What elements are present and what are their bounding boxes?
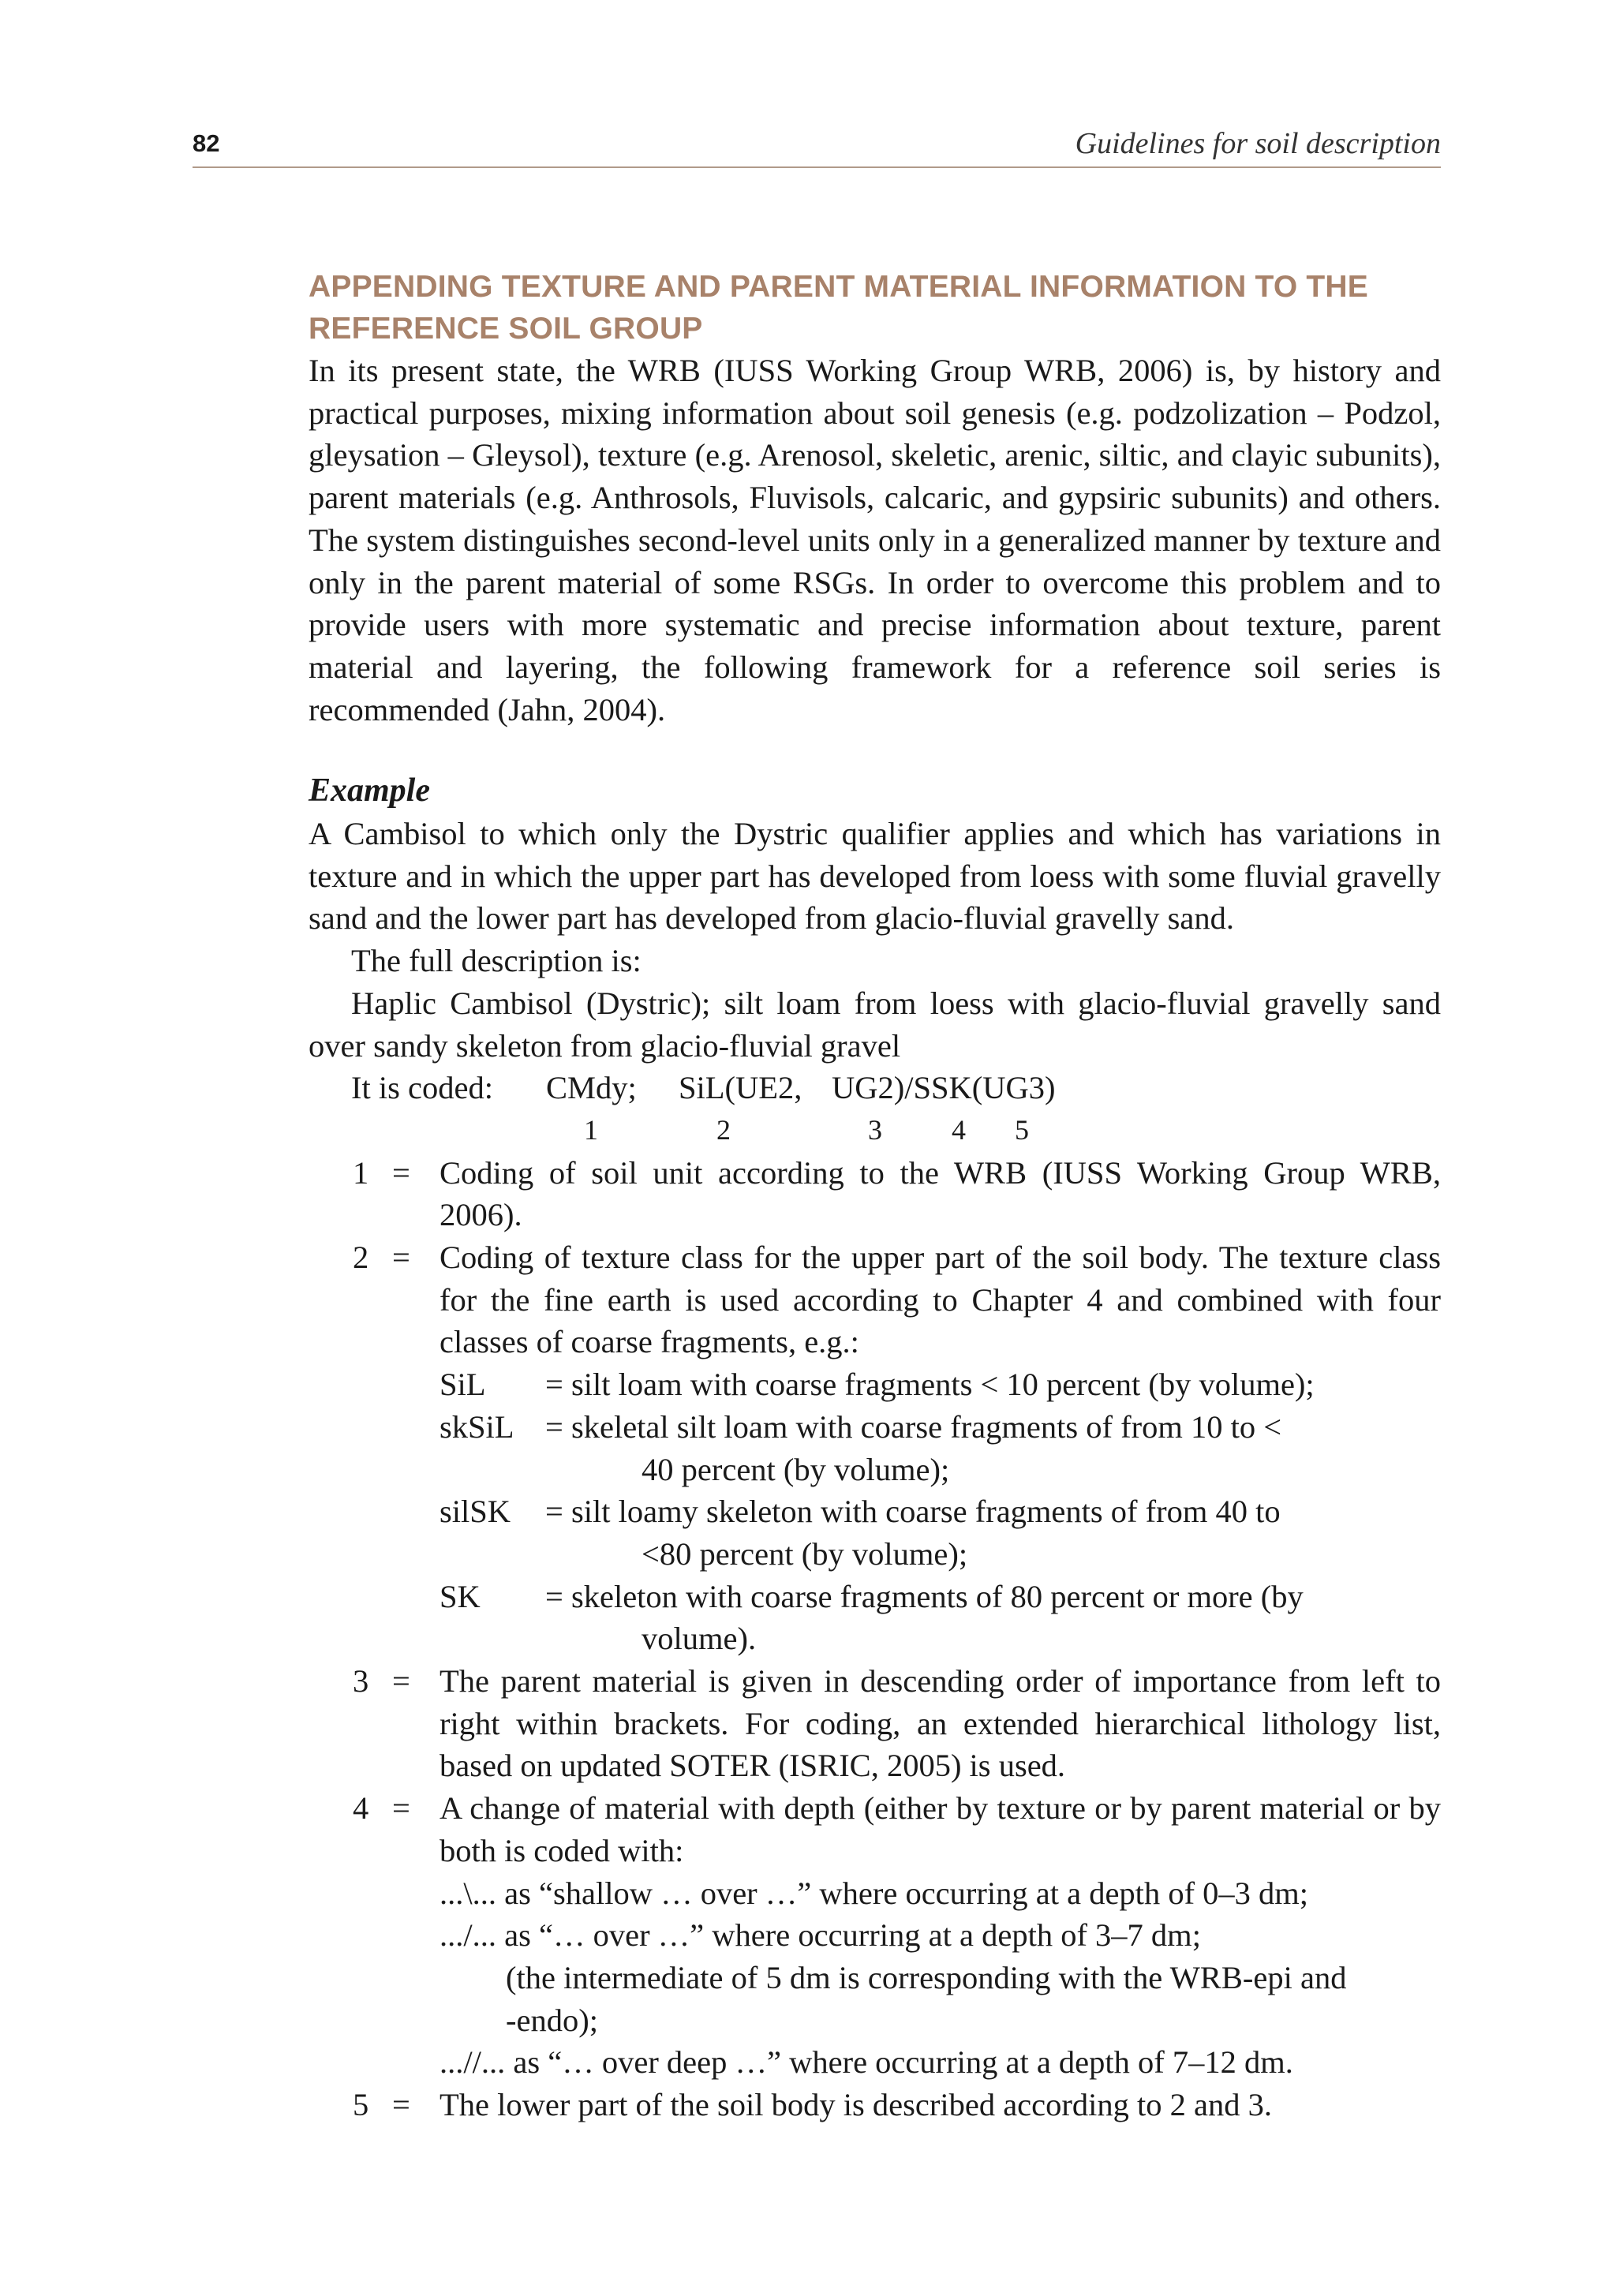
definition-equals: = — [392, 2087, 410, 2123]
definition-item — [309, 1660, 1441, 1787]
texture-class-definition — [545, 1490, 1441, 1575]
texture-class-row — [440, 1363, 1441, 1406]
page-number: 82 — [193, 129, 220, 157]
header-rule — [193, 166, 1441, 168]
code-part-3: UG2)/SSK(UG3) — [832, 1070, 1056, 1106]
definition-item — [309, 1236, 1441, 1660]
texture-class-abbr: SK — [440, 1578, 481, 1614]
texture-class-row — [440, 1406, 1441, 1490]
coded-line — [309, 1067, 1441, 1109]
definition-equals: = — [392, 1240, 410, 1276]
texture-class-line2: 40 percent (by volume); — [642, 1451, 950, 1487]
definition-text: Coding of texture class for the upper part of the soil body. The texture class for the fine earth is used according to Chapter 4 and combined with four classes of coarse fragments, e.g.: — [440, 1240, 1441, 1360]
definition-text: The lower part of the soil body is described according to 2 and 3. — [440, 2087, 1272, 2123]
texture-class-abbr: SiL — [440, 1367, 486, 1403]
depth-code-line1: ...//... as “… over deep …” where occurring at a depth of 7–12 dm. — [440, 2044, 1293, 2081]
section-heading-line2: REFERENCE SOIL GROUP — [309, 312, 703, 346]
example-intro: A Cambisol to which only the Dystric qualifier applies and which has variations in texture and in which the upper part has developed from loess with some fluvial gravelly sand and the lower part has developed from glacio-fluvial gravelly sand. — [309, 816, 1441, 937]
texture-class-line2: volume). — [642, 1621, 757, 1657]
texture-class-row — [440, 1576, 1441, 1660]
section-paragraph: In its present state, the WRB (IUSS Working Group WRB, 2006) is, by history and practical purposes, mixing information about soil genesis (e.g. podzolization – Podzol, gleysation – Gleysol), texture (e.g. Arenosol, skeletic, arenic, siltic, and clayic subunits), parent materials (e.g. Anthrosols, Fluvisols, calcaric, and gypsiric subunits) and others. The system distinguishes second-level units only in a generalized manner by texture and only in the parent material of some RSGs. In order to overcome this problem and to provide users with more systematic and precise information about texture, parent material and layering, the following framework for a reference soil series is recommended (Jahn, 2004). — [309, 353, 1441, 727]
code-number-3: 3 — [868, 1113, 882, 1146]
definition-text: The parent material is given in descending order of importance from left to right within brackets. For coding, an extended hierarchical lithology list, based on updated SOTER (ISRIC, 2005) is used. — [440, 1663, 1441, 1784]
example-heading: Example — [309, 772, 430, 810]
texture-class-definition — [545, 1576, 1441, 1660]
texture-class-row — [440, 1490, 1441, 1575]
full-description: Haplic Cambisol (Dystric); silt loam from loess with glacio-fluvial gravelly sand over sandy skeleton from glacio-fluvial gravel — [309, 985, 1441, 1064]
texture-class-definition — [545, 1406, 1441, 1490]
definition-text-block — [440, 1787, 1441, 2084]
running-title: Guidelines for soil description — [1075, 127, 1441, 160]
depth-code-line1: ...\... as “shallow … over …” where occurring at a depth of 0–3 dm; — [440, 1875, 1309, 1911]
depth-code-row — [440, 2041, 1441, 2084]
full-description-label: The full description is: — [351, 943, 642, 979]
definition-number: 5 — [353, 2087, 369, 2123]
definition-item — [309, 2084, 1441, 2126]
coded-label: It is coded: — [351, 1070, 493, 1106]
texture-class-line1: = silt loam with coarse fragments < 10 percent (by volume); — [545, 1367, 1315, 1403]
code-number-line — [309, 1109, 1441, 1152]
definition-item — [309, 1787, 1441, 2084]
texture-class-definition — [545, 1363, 1441, 1406]
code-number-2: 2 — [716, 1113, 731, 1146]
code-number-1: 1 — [584, 1113, 598, 1146]
code-number-4: 4 — [952, 1113, 966, 1146]
texture-class-line1: = skeletal silt loam with coarse fragments of from 10 to < — [545, 1408, 1282, 1445]
code-part-2: SiL(UE2, — [679, 1070, 802, 1106]
code-part-1: CMdy; — [546, 1070, 637, 1106]
texture-class-line1: = silt loamy skeleton with coarse fragments of from 40 to — [545, 1494, 1281, 1530]
definition-number: 3 — [353, 1663, 369, 1700]
definition-item — [309, 1152, 1441, 1236]
definition-text: A change of material with depth (either by texture or by parent material or by both is coded with: — [440, 1790, 1441, 1868]
depth-code-line3: -endo); — [506, 2002, 598, 2038]
depth-code-line1: .../... as “… over …” where occurring at a depth of 3–7 dm; — [440, 1917, 1201, 1954]
texture-class-line1: = skeleton with coarse fragments of 80 percent or more (by — [545, 1578, 1304, 1614]
texture-class-abbr: skSiL — [440, 1408, 514, 1445]
depth-code-line2: (the intermediate of 5 dm is corresponding with the WRB-epi and — [506, 1959, 1347, 1995]
depth-code-row — [440, 1872, 1441, 1915]
definition-number: 2 — [353, 1240, 369, 1276]
depth-code-row — [440, 1914, 1441, 2041]
definition-equals: = — [392, 1154, 410, 1191]
code-number-5: 5 — [1015, 1113, 1029, 1146]
texture-class-abbr: silSK — [440, 1494, 511, 1530]
definition-text-block — [440, 1236, 1441, 1660]
page-content — [309, 266, 1441, 2126]
definition-equals: = — [392, 1790, 410, 1827]
definition-text: Coding of soil unit according to the WRB (IUSS Working Group WRB, 2006). — [440, 1154, 1441, 1233]
section-heading-line1: APPENDING TEXTURE AND PARENT MATERIAL INFORMATION TO THE — [309, 270, 1368, 304]
texture-class-line2: <80 percent (by volume); — [642, 1535, 968, 1572]
definition-number: 1 — [353, 1154, 369, 1191]
definition-equals: = — [392, 1663, 410, 1700]
section-heading — [309, 266, 1441, 350]
definition-number: 4 — [353, 1790, 369, 1827]
